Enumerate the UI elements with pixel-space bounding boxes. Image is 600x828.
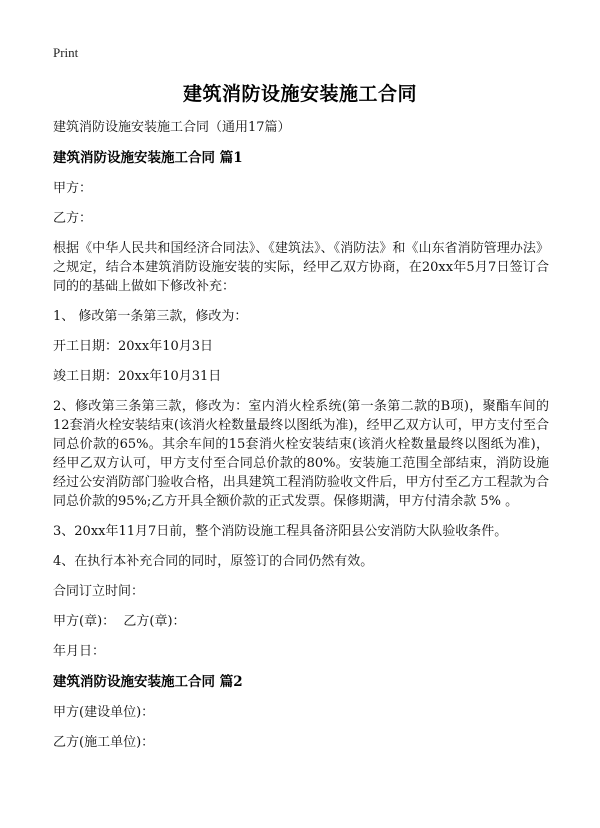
date-line: 年月日： bbox=[53, 644, 106, 659]
party-b-line: 乙方： bbox=[53, 211, 93, 226]
party-a-line: 甲方： bbox=[53, 181, 93, 196]
start-date-line: 开工日期：20xx年10月3日 bbox=[53, 339, 214, 354]
section-heading-2: 建筑消防设施安装施工合同 篇2 bbox=[53, 674, 243, 690]
party-a-line-2: 甲方(建设单位)： bbox=[53, 705, 155, 720]
clause-4: 4、在执行本补充合同的同时，原签订的合同仍然有效。 bbox=[53, 554, 374, 569]
document-subtitle: 建筑消防设施安装施工合同（通用17篇） bbox=[53, 120, 291, 135]
end-date-line: 竣工日期：20xx年10月31日 bbox=[53, 369, 222, 384]
clause-3: 3、20xx年11月7日前，整个消防设施工程具备济阳县公安消防大队验收条件。 bbox=[53, 524, 508, 539]
clause-2: 2、修改第三条第三款，修改为：室内消火栓系统(第一条第二款的B项)，聚酯车间的12套消火栓安装结束(该消火栓数量最终以图纸为准)，经甲乙双方认可，甲方支付至合同总价款的65%。其余车间的15套消火栓安装结束(该消火栓数量最终以图纸为准)，经甲乙双方认可，甲方支付至合同总价款的80%。安装施工范围全部结束，消防设施经过公安消防部门验收合格，出具建筑工程消防验收文件后，甲方付至乙方工程款为合同总价款的95%;乙方开具全额价款的正式发票。保修期满，甲方付清余款 5% 。 bbox=[53, 399, 549, 509]
intro-paragraph: 根据《中华人民共和国经济合同法》、《建筑法》、《消防法》和《山东省消防管理办法》之规定，结合本建筑消防设施安装的实际，经甲乙双方协商，在20xx年5月7日签订合同的的基础上做如下修改补充： bbox=[53, 241, 549, 294]
seals-line: 甲方(章)： 乙方(章)： bbox=[53, 614, 186, 629]
print-label: Print bbox=[53, 45, 79, 60]
section-heading-1: 建筑消防设施安装施工合同 篇1 bbox=[53, 150, 243, 166]
sign-time-line: 合同订立时间： bbox=[53, 584, 145, 599]
document-body bbox=[53, 118, 549, 752]
party-b-line-2: 乙方(施工单位)： bbox=[53, 735, 155, 750]
document-title: 建筑消防设施安装施工合同 bbox=[182, 83, 417, 105]
clause-1: 1、 修改第一条第三款，修改为： bbox=[53, 309, 248, 324]
